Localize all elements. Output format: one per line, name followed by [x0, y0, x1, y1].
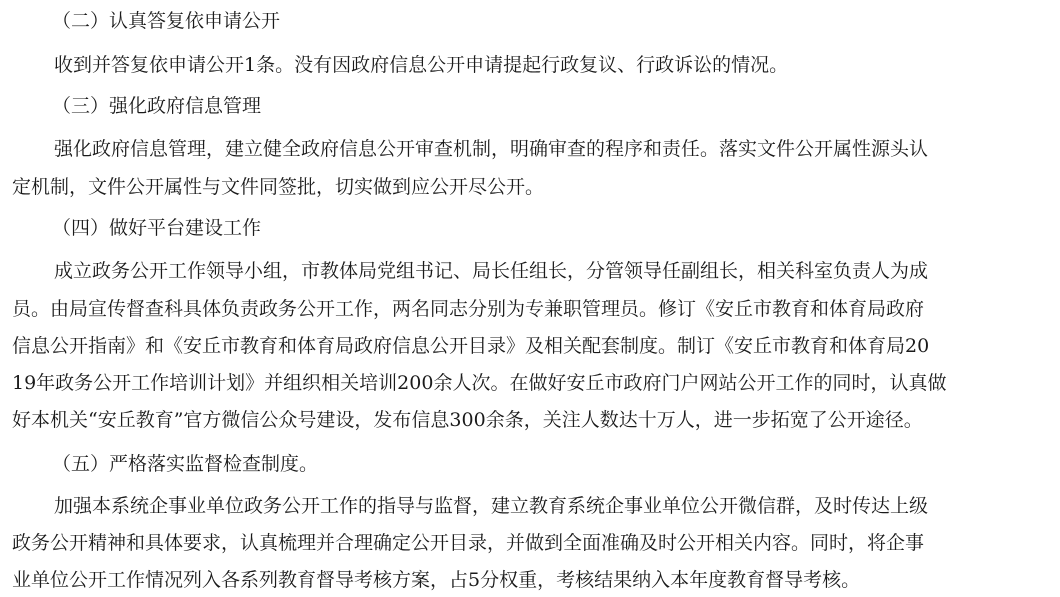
section-heading: （二）认真答复依申请公开	[52, 10, 281, 32]
paragraph-line: 加强本系统企事业单位政务公开工作的指导与监督，建立教育系统企事业单位公开微信群，及时传达上级	[54, 495, 929, 517]
section-heading: （三）强化政府信息管理	[52, 95, 262, 117]
paragraph-line: 19年政务公开工作培训计划》并组织相关培训200余人次。在做好安丘市政府门户网站公开工作的同时，认真做	[12, 372, 947, 394]
paragraph-line: 强化政府信息管理，建立健全政府信息公开审查机制，明确审查的程序和责任。落实文件公开属性源头认	[54, 138, 929, 160]
section-heading: （五）严格落实监督检查制度。	[52, 453, 319, 475]
paragraph-line: 信息公开指南》和《安丘市教育和体育局政府信息公开目录》及相关配套制度。制订《安丘市教育和体育局20	[12, 335, 930, 357]
paragraph-line: 政务公开精神和具体要求，认真梳理并合理确定公开目录，并做到全面准确及时公开相关内容。同时，将企事	[12, 532, 925, 554]
paragraph-line: 成立政务公开工作领导小组，市教体局党组书记、局长任组长，分管领导任副组长，相关科室负责人为成	[54, 260, 929, 282]
paragraph-line: 员。由局宣传督查科具体负责政务公开工作，两名同志分别为专兼职管理员。修订《安丘市教育和体育局政府	[12, 298, 925, 320]
paragraph-line: 好本机关“安丘教育”官方微信公众号建设，发布信息300余条，关注人数达十万人，进一步拓宽了公开途径。	[12, 409, 923, 431]
paragraph-line: 定机制，文件公开属性与文件同签批，切实做到应公开尽公开。	[12, 176, 545, 198]
section-heading: （四）做好平台建设工作	[52, 217, 262, 239]
paragraph-line: 收到并答复依申请公开1条。没有因政府信息公开申请提起行政复议、行政诉讼的情况。	[54, 54, 789, 76]
paragraph-line: 业单位公开工作情况列入各系列教育督导考核方案，占5分权重，考核结果纳入本年度教育督导考核。	[12, 569, 861, 591]
